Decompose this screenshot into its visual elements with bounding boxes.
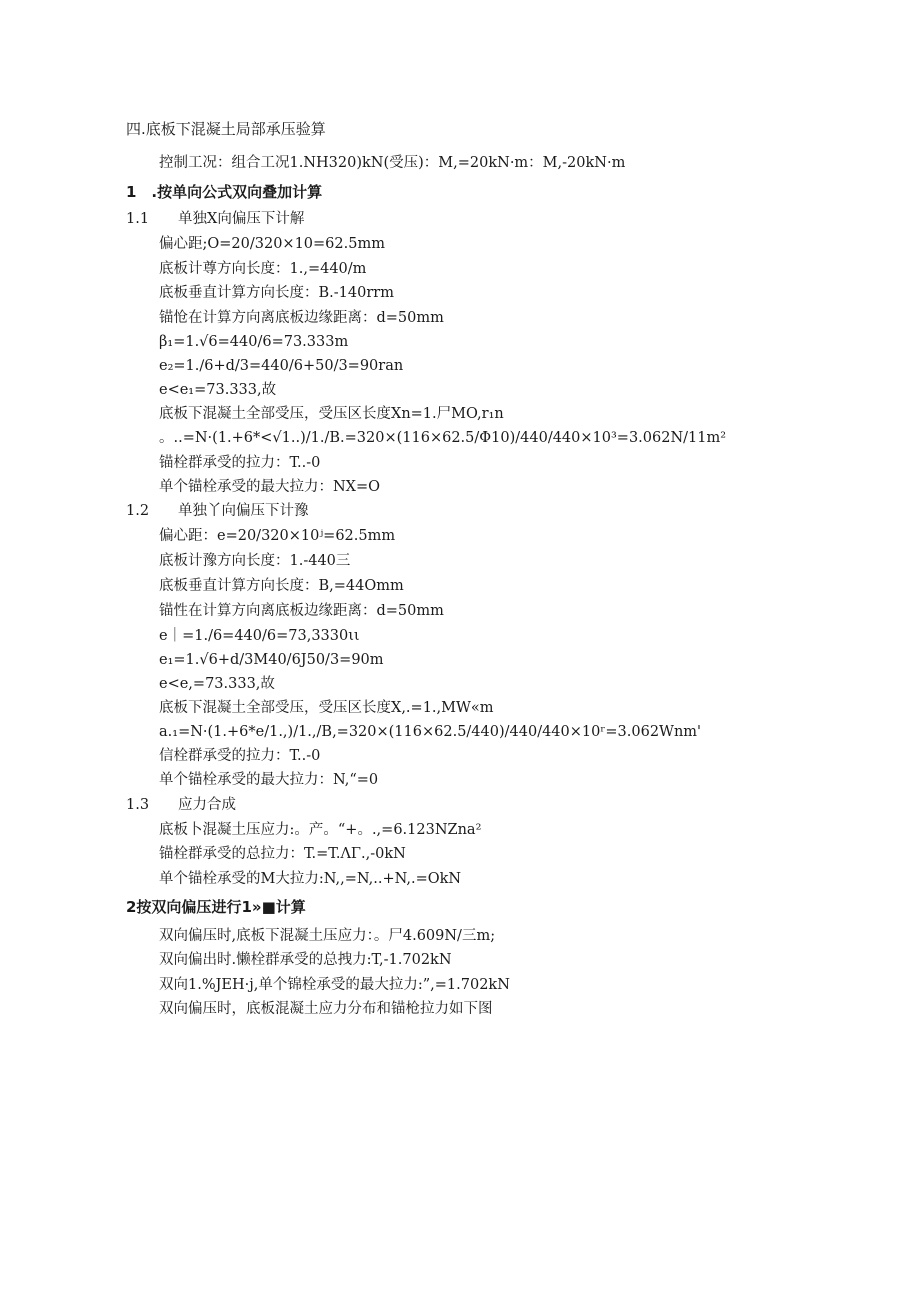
part2-line: 双向1.%JEH·j,单个锦栓承受的最大拉力:”,=1.702kN bbox=[159, 977, 510, 993]
s12-line: 信栓群承受的拉力：T..-0 bbox=[159, 748, 321, 764]
s12-line: 底板计豫方向长度：1.-440三 bbox=[159, 553, 351, 569]
s12-heading: 1.2 单独丫向偏压下计豫 bbox=[126, 503, 309, 519]
part2-line: 双向偏压时,底板下混凝土压应力：。尸4.609N/三m; bbox=[159, 928, 496, 944]
s13-line: 锚栓群承受的总拉力：T.=T.ΛΓ.,-0kN bbox=[159, 846, 406, 862]
s13-line: 单个锚栓承受的M大拉力:N,,=N,..+N,.=OkN bbox=[159, 871, 462, 887]
section-title: 四.底板下混凝土局部承压验算 bbox=[126, 120, 326, 138]
s11-line: 锚栓群承受的拉力：T..-0 bbox=[159, 455, 321, 471]
s12-line: e<e,=73.333,故 bbox=[159, 676, 275, 692]
s11-heading: 1.1 单独X向偏压下计解 bbox=[126, 211, 305, 227]
part2-heading: 2按双向偏压进行1»■计算 bbox=[126, 898, 306, 916]
s13-heading: 1.3 应力合成 bbox=[126, 797, 237, 813]
part1-heading: 1 .按单向公式双向叠加计算 bbox=[126, 183, 323, 201]
part2-line: 双向偏出时.懒栓群承受的总拽力:T,-1.702kN bbox=[159, 952, 452, 968]
s11-line: e₂=1.∕6+d/3=440/6+50/3=90ran bbox=[159, 358, 404, 374]
s12-line: 单个锚栓承受的最大拉力：N,“=0 bbox=[159, 772, 379, 788]
s11-line: 偏心距;O=20/320×10=62.5mm bbox=[159, 236, 385, 252]
s12-line: 偏心距：e=20/320×10ʲ=62.5mm bbox=[159, 528, 396, 544]
s11-line: 单个锚栓承受的最大拉力：NX=O bbox=[159, 479, 381, 495]
s12-line: 锚性在计算方向离底板边缘距离：d=50mm bbox=[159, 603, 444, 619]
s12-line: 底板垂直计算方向长度：B,=44Omm bbox=[159, 578, 404, 594]
s11-line: β₁=1.√6=440/6=73.333m bbox=[159, 334, 349, 350]
control-case-text: 控制工况：组合工况1.NH320)kN(受压)：M,=20kN·m：M,-20kN·m bbox=[159, 155, 626, 171]
s12-line: 底板下混凝土全部受压，受压区长度X,.=1.,MW«m bbox=[159, 700, 494, 716]
s12-line: e｜=1./6=440/6=73,3330ιι bbox=[159, 628, 360, 644]
s11-line: 。..=N·(1.+6*<√1..)/1./B.=320×(116×62.5/Φ10)/440/440×10³=3.062N/11m² bbox=[159, 430, 727, 446]
s11-line: 底板垂直计算方向长度：B.-140rrm bbox=[159, 285, 394, 301]
s12-line: e₁=1.√6+d/3M40/6J50/3=90m bbox=[159, 652, 384, 668]
s13-line: 底板卜混凝土压应力:。产。“+。.,=6.123NZna² bbox=[159, 822, 482, 838]
s12-line: a.₁=N·(1.+6*e/1.,)/1.,/B,=320×(116×62.5/440)/440/440×10ʳ=3.062Wnm' bbox=[159, 724, 702, 740]
s11-line: 锚怆在计算方向离底板边缘距离：d=50mm bbox=[159, 310, 444, 326]
s11-line: 底板计尊方向长度：1.,=440/m bbox=[159, 261, 367, 277]
s11-line: 底板下混凝土全部受压，受压区长度Xn=1.尸MO,r₁n bbox=[159, 406, 504, 422]
part2-line: 双向偏压时，底板混凝土应力分布和锚枪拉力如下图 bbox=[159, 1001, 493, 1017]
s11-line: e<e₁=73.333,故 bbox=[159, 382, 277, 398]
